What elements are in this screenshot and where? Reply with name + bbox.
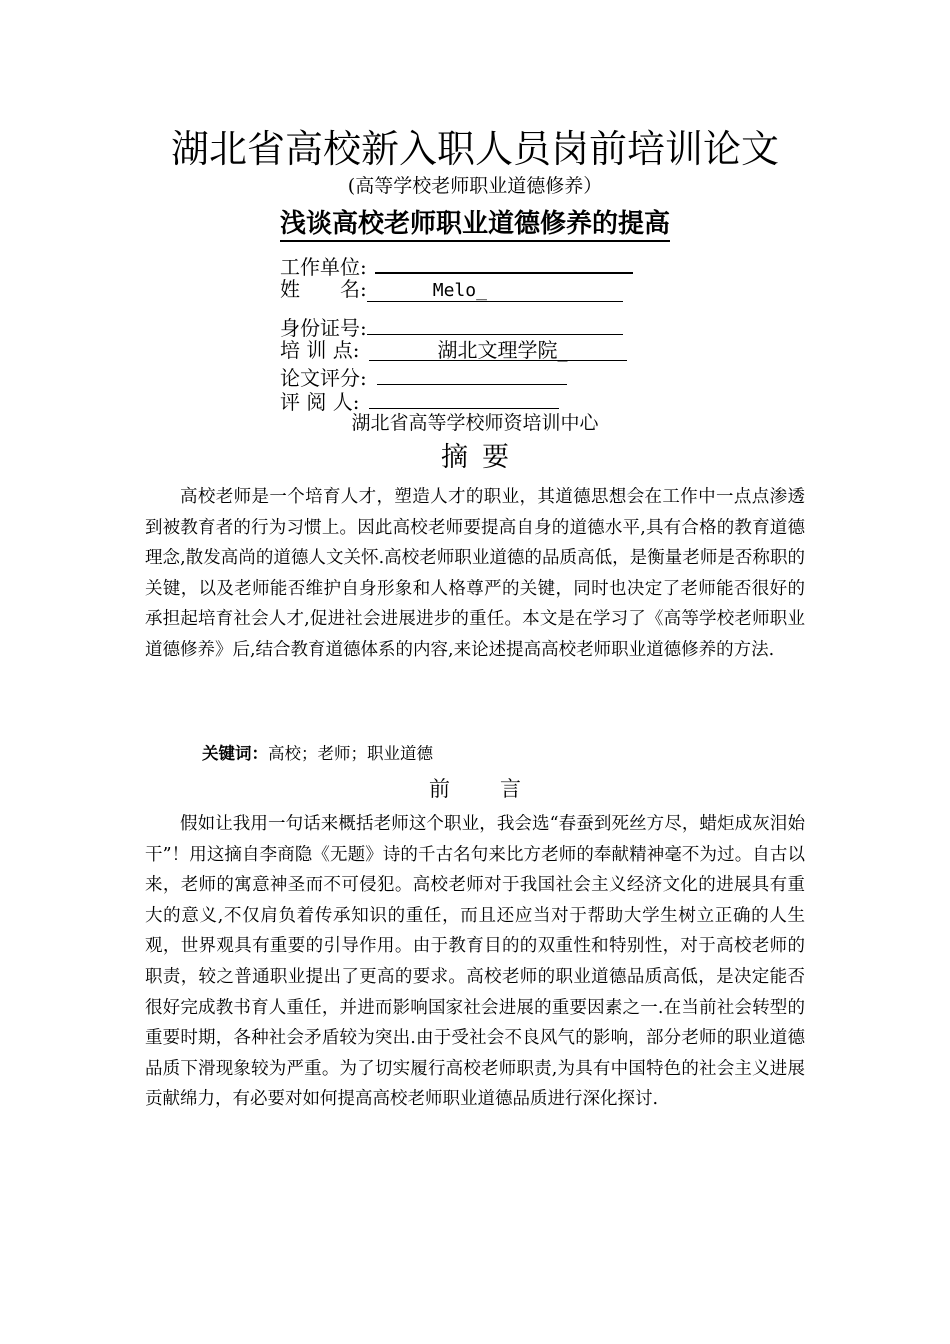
name-label: 姓 名: (280, 277, 367, 301)
preface-body: 假如让我用一句话来概括老师这个职业，我会选“春蚕到死丝方尽，蜡炬成灰泪始干”！用这摘自李商隐《无题》诗的千古名句来比方老师的奉献精神毫不为过。自古以来，老师的寓意神圣而不可侵犯。高校老师对于我国社会主义经济文化的进展具有重大的意义,不仅肩负着传承知识的重任，而且还应当对于帮助大学生树立正确的人生观，世界观具有重要的引导作用。由于教育目的的双重性和特别性，对于高校老师的职责，较之普通职业提出了更高的要求。高校老师的职业道德品质高低，是决定能否很好完成教书育人重任，并进而影响国家社会进展的重要因素之一.在当前社会转型的重要时期，各种社会矛盾较为突出.由于受社会不良风气的影响，部分老师的职业道德品质下滑现象较为严重。为了切实履行高校老师职责,为具有中国特色的社会主义进展贡献绵力，有必要对如何提高高校老师职业道德品质进行深化探讨. (145, 814, 805, 1110)
training-site-label: 培 训 点: (280, 338, 360, 362)
paper-title (0, 204, 950, 244)
training-site-value: 湖北文理学院_ (369, 339, 627, 361)
abstract-heading: 摘要 (441, 442, 523, 473)
id-number-value (367, 312, 623, 335)
name-field (280, 276, 623, 302)
reviewer-label: 评 阅 人: (280, 390, 360, 414)
paper-score-value (377, 362, 567, 385)
keywords-label: 关键词： (202, 744, 268, 763)
preface-heading (0, 774, 950, 804)
paper-score-label: 论文评分: (280, 366, 367, 390)
main-title: 湖北省高校新入职人员岗前培训论文 (170, 127, 779, 171)
name-value: Melo_ (367, 280, 623, 302)
reviewer-value (369, 386, 559, 409)
keywords-value: 高校；老师；职业道德 (268, 744, 433, 763)
preface-heading-char-2: 言 (500, 777, 521, 801)
work-unit-label: 工作单位: (280, 255, 367, 279)
work-unit-value (375, 250, 633, 274)
paper-title-text: 浅谈高校老师职业道德修养的提高 (280, 209, 670, 242)
sub-title: (高等学校老师职业道德修养） (347, 175, 603, 197)
abstract-body: 高校老师是一个培育人才，塑造人才的职业，其道德思想会在工作中一点点渗透到被教育者的行为习惯上。因此高校老师要提高自身的道德水平,具有合格的教育道德理念,散发高尚的道德人文关怀.高校老师职业道德的品质高低，是衡量老师是否称职的关键，以及老师能否维护自身形象和人格尊严的关键，同时也决定了老师能否很好的承担起培育社会人才,促进社会进展进步的重任。本文是在学习了《高等学校老师职业道德修养》后,结合教育道德体系的内容,来论述提高高校老师职业道德修养的方法. (145, 487, 805, 660)
preface-heading-char-1: 前 (429, 777, 450, 801)
organization-name: 湖北省高等学校师资培训中心 (351, 412, 599, 434)
keywords-line (202, 741, 433, 767)
training-site-field (280, 337, 627, 363)
id-number-label: 身份证号: (280, 316, 367, 340)
